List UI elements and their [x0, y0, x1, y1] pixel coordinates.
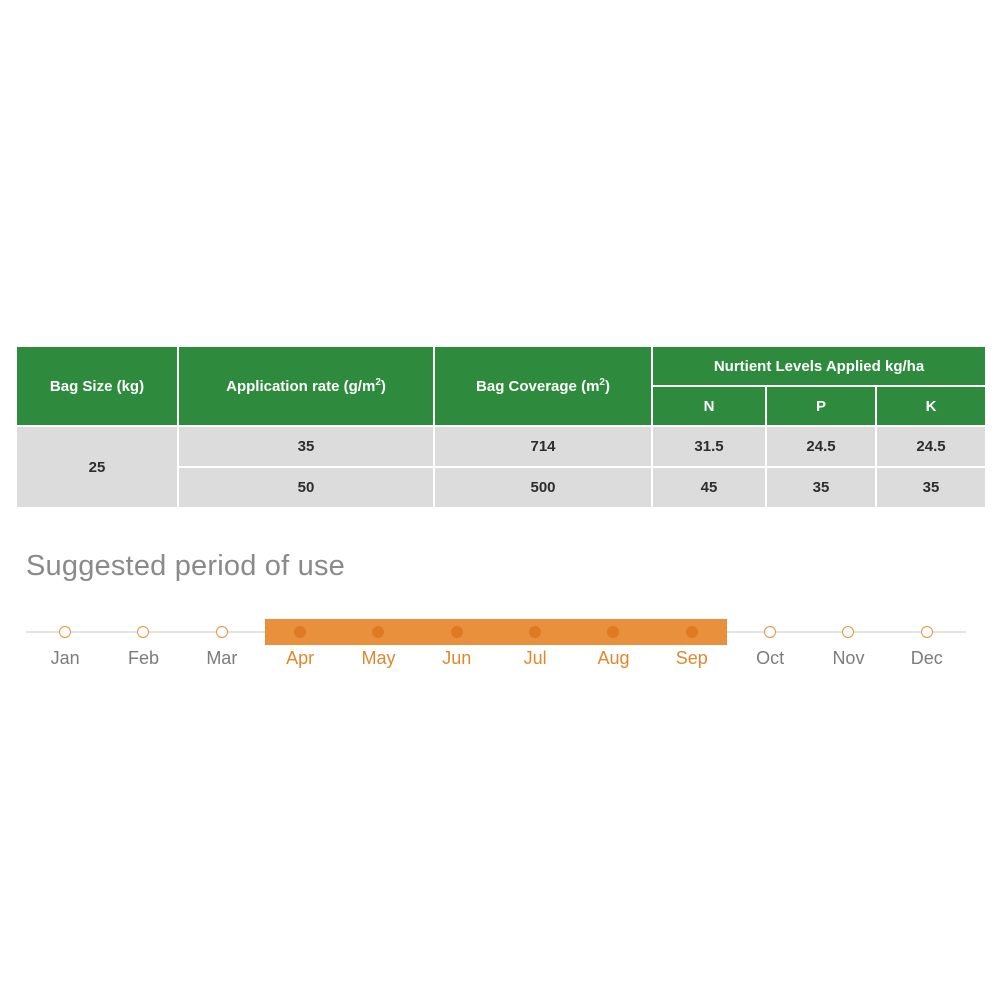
header-nutrient-n: N	[652, 386, 766, 426]
timeline-months	[26, 612, 966, 682]
period-of-use-title: Suggested period of use	[26, 550, 345, 582]
timeline-month-dec[interactable]	[888, 612, 966, 682]
table-header	[16, 346, 986, 426]
timeline-month-oct[interactable]	[731, 612, 809, 682]
month-dot-icon	[529, 626, 541, 638]
cell-bag-size: 25	[16, 426, 178, 508]
period-of-use-timeline	[26, 612, 966, 682]
month-dot-icon	[764, 626, 776, 638]
header-bag-coverage-text: Bag Coverage (m	[476, 378, 600, 395]
month-dot-icon	[372, 626, 384, 638]
month-dot-icon	[921, 626, 933, 638]
month-dot-icon	[294, 626, 306, 638]
timeline-month-jun[interactable]	[418, 612, 496, 682]
month-label: May	[361, 648, 396, 668]
header-nutrient-p: P	[766, 386, 876, 426]
header-bag-coverage-superscript: 2	[599, 377, 605, 388]
header-application-rate-text: Application rate (g/m	[226, 378, 376, 395]
month-label: Aug	[597, 648, 630, 668]
header-nutrient-k: K	[876, 386, 986, 426]
cell-nutrient-p: 24.5	[766, 426, 876, 467]
timeline-month-mar[interactable]	[183, 612, 261, 682]
month-dot-icon	[842, 626, 854, 638]
month-dot-icon	[686, 626, 698, 638]
specification-table-container	[15, 345, 985, 509]
timeline-month-sep[interactable]	[653, 612, 731, 682]
cell-nutrient-n: 31.5	[652, 426, 766, 467]
header-application-rate-superscript: 2	[375, 377, 381, 388]
table-row	[16, 426, 986, 467]
timeline-month-jan[interactable]	[26, 612, 104, 682]
cell-application-rate: 35	[178, 426, 434, 467]
cell-bag-coverage: 500	[434, 467, 652, 508]
month-label: Nov	[832, 648, 865, 668]
header-nutrient-levels: Nurtient Levels Applied kg/ha	[652, 346, 986, 386]
table-body	[16, 426, 986, 508]
month-label: Jan	[50, 648, 80, 668]
month-label: Oct	[756, 648, 785, 668]
timeline-month-jul[interactable]	[496, 612, 574, 682]
header-bag-size: Bag Size (kg)	[16, 346, 178, 426]
month-dot-icon	[607, 626, 619, 638]
header-bag-coverage-close: )	[604, 378, 610, 395]
specification-table	[15, 345, 987, 509]
cell-application-rate: 50	[178, 467, 434, 508]
cell-nutrient-k: 24.5	[876, 426, 986, 467]
timeline-month-aug[interactable]	[574, 612, 652, 682]
month-label: Mar	[206, 648, 238, 668]
header-bag-coverage	[434, 346, 652, 426]
cell-bag-coverage: 714	[434, 426, 652, 467]
month-label: Jun	[442, 648, 472, 668]
header-application-rate-close: )	[380, 378, 386, 395]
month-label: Feb	[127, 648, 159, 668]
timeline-month-may[interactable]	[339, 612, 417, 682]
month-label: Dec	[910, 648, 943, 668]
month-label: Jul	[523, 648, 547, 668]
month-dot-icon	[59, 626, 71, 638]
cell-nutrient-k: 35	[876, 467, 986, 508]
timeline-month-nov[interactable]	[809, 612, 887, 682]
month-label: Apr	[286, 648, 315, 668]
month-dot-icon	[137, 626, 149, 638]
cell-nutrient-n: 45	[652, 467, 766, 508]
month-dot-icon	[216, 626, 228, 638]
month-label: Sep	[675, 648, 708, 668]
month-dot-icon	[451, 626, 463, 638]
timeline-month-feb[interactable]	[104, 612, 182, 682]
timeline-month-apr[interactable]	[261, 612, 339, 682]
header-application-rate	[178, 346, 434, 426]
table-header-row-1	[16, 346, 986, 386]
cell-nutrient-p: 35	[766, 467, 876, 508]
